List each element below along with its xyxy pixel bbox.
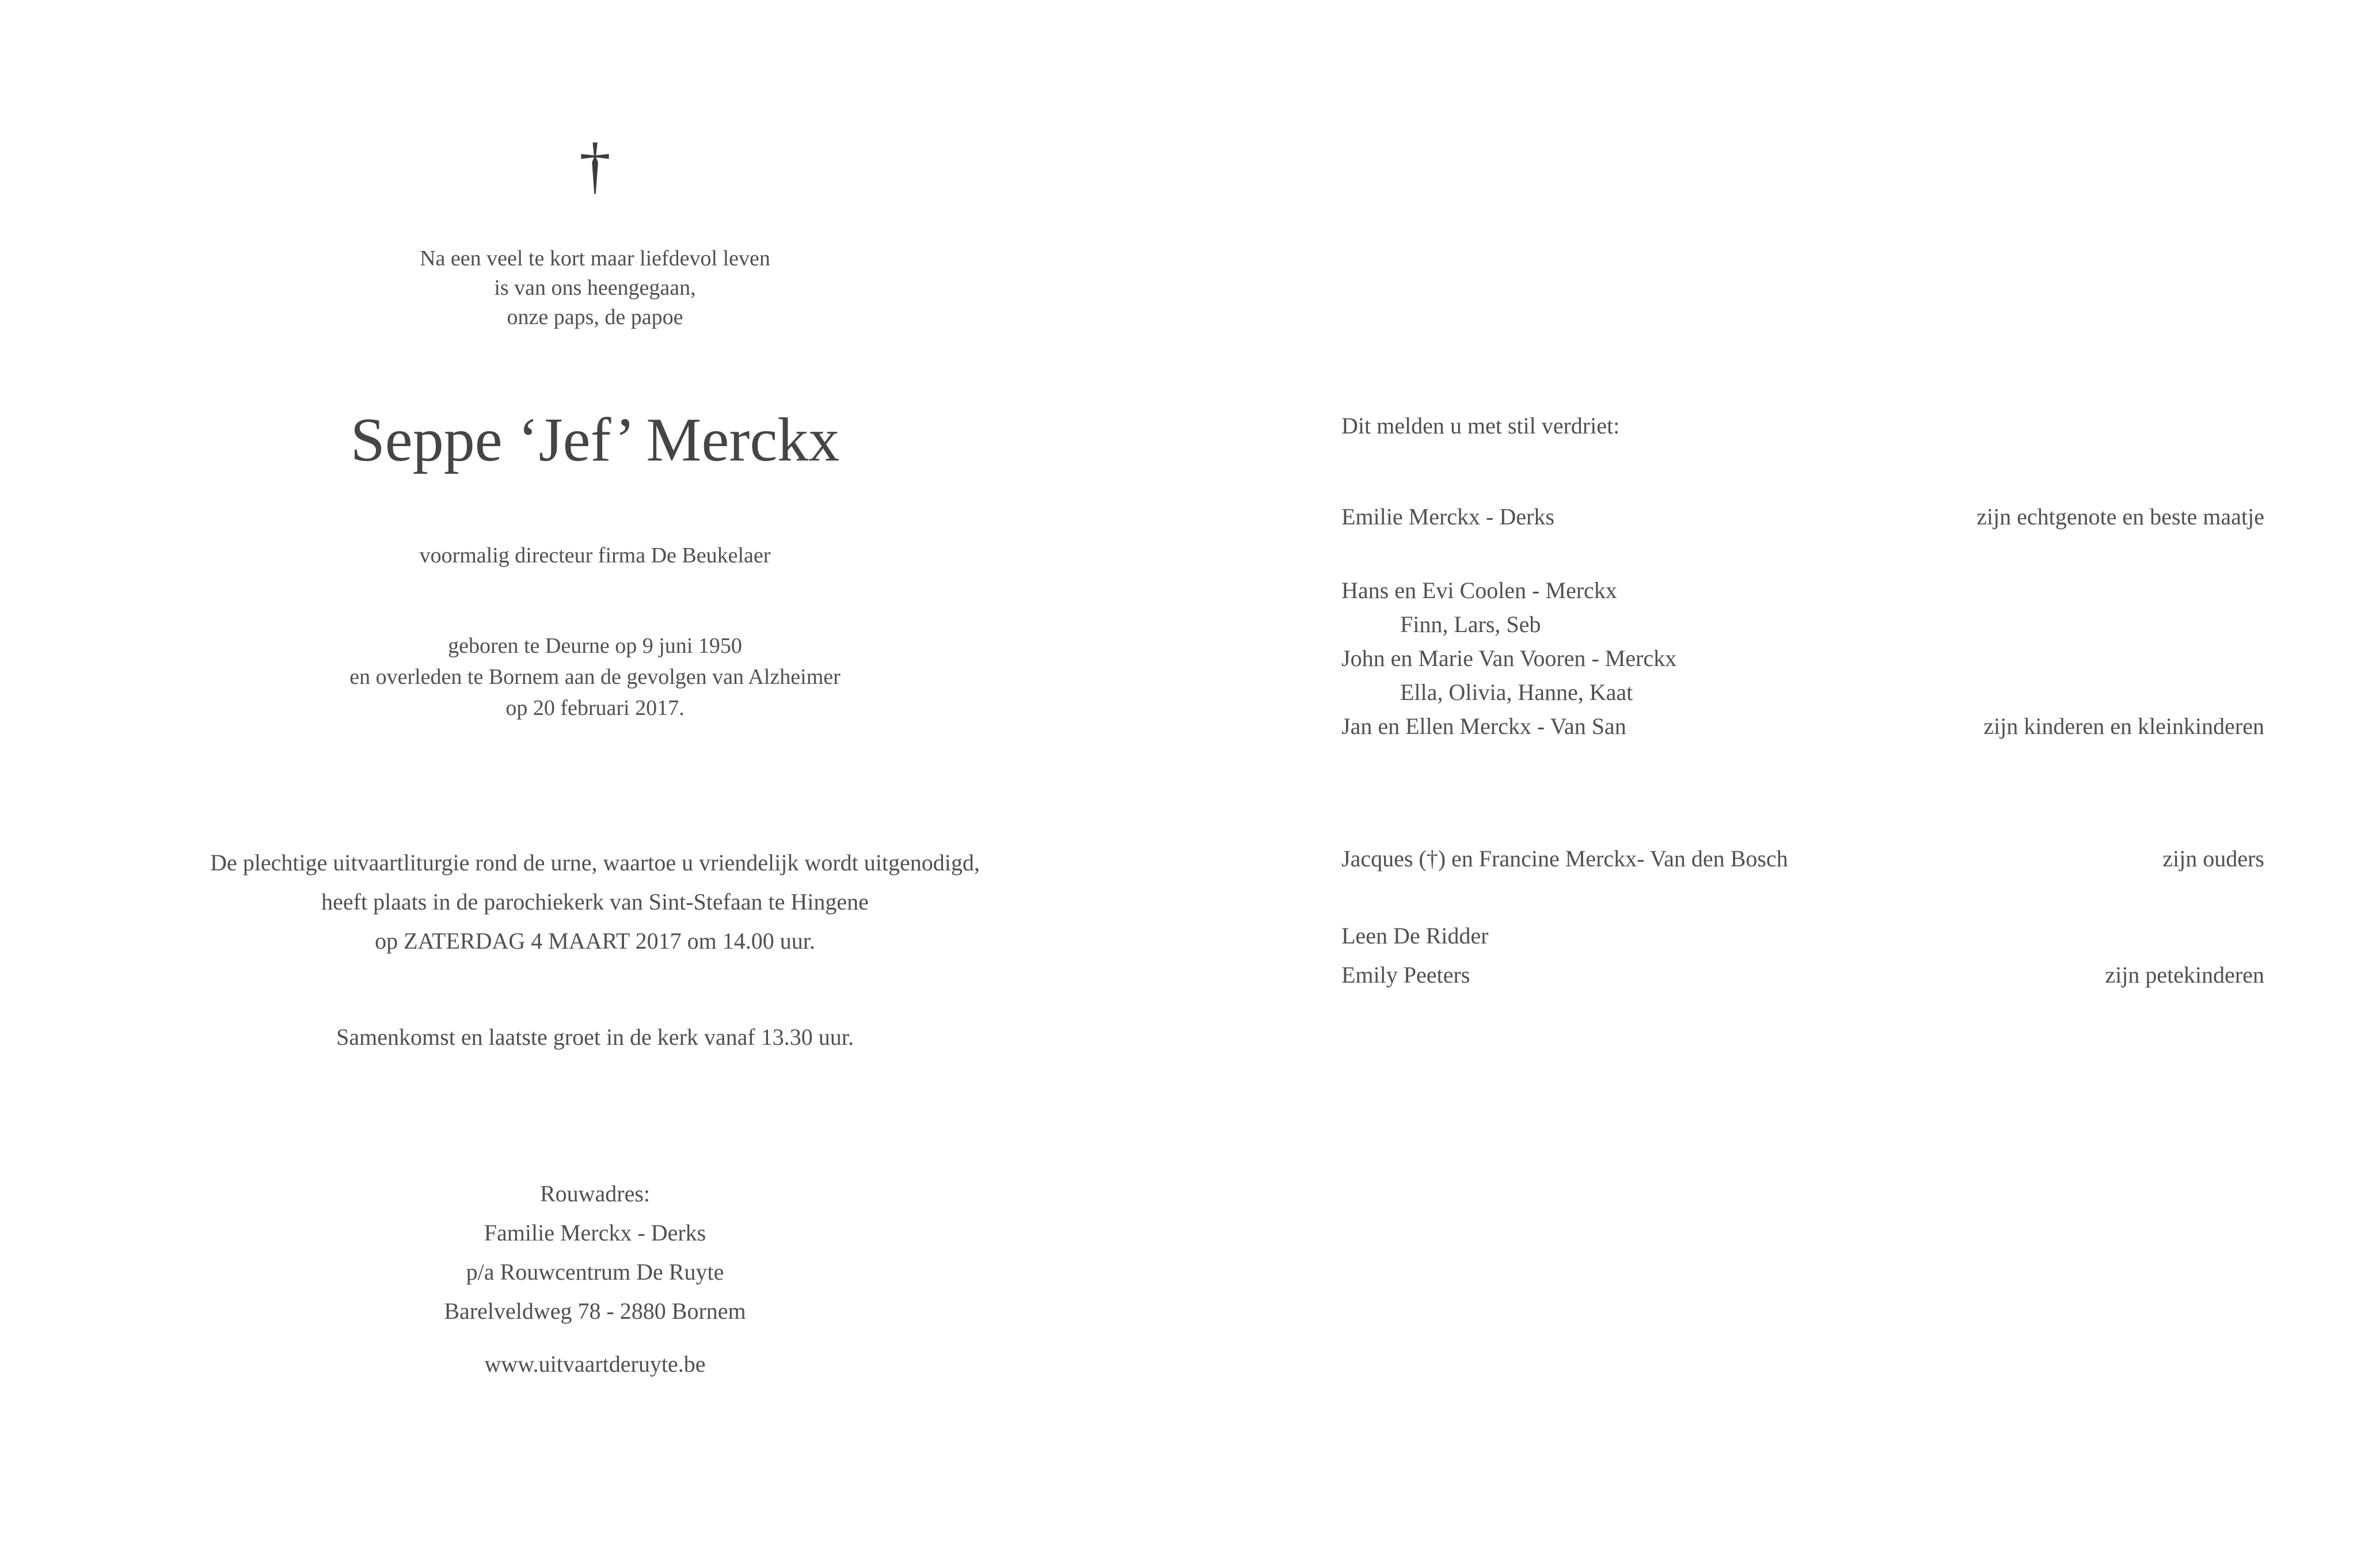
announcement-text: Dit melden u met stil verdriet: xyxy=(1341,413,1620,439)
intro-line: Na een veel te kort maar liefdevol leven xyxy=(420,246,770,271)
right-panel xyxy=(1190,0,2380,1564)
family-name: Finn, Lars, Seb xyxy=(1400,611,1541,637)
family-relation: zijn echtgenote en beste maatje xyxy=(1976,504,2264,530)
family-name: Emily Peeters xyxy=(1341,962,1470,988)
birth-line: geboren te Deurne op 9 juni 1950 xyxy=(448,634,742,658)
intro-text xyxy=(0,244,1190,332)
ceremony-line: op ZATERDAG 4 MAART 2017 om 14.00 uur. xyxy=(375,928,815,954)
address-line: Barelveldweg 78 - 2880 Bornem xyxy=(444,1298,746,1324)
birth-death-text xyxy=(0,630,1190,724)
family-name: Jan en Ellen Merckx - Van San xyxy=(1341,713,1626,739)
family-row xyxy=(1341,573,2264,608)
job-title: voormalig directeur firma De Beukelaer xyxy=(419,543,771,568)
family-row xyxy=(1341,607,2264,642)
family-row xyxy=(1341,500,2264,534)
address-line: p/a Rouwcentrum De Ruyte xyxy=(466,1259,724,1285)
cross-icon: † xyxy=(579,130,611,200)
ceremony-line: heeft plaats in de parochiekerk van Sint-Stefaan te Hingene xyxy=(321,889,869,915)
ceremony-text xyxy=(0,843,1190,961)
family-name: Hans en Evi Coolen - Merckx xyxy=(1341,577,1617,603)
intro-line: onze paps, de papoe xyxy=(507,305,683,329)
family-row xyxy=(1341,641,2264,676)
deceased-name: Seppe ‘Jef’ Merckx xyxy=(350,406,840,474)
intro-line: is van ons heengegaan, xyxy=(494,276,696,300)
family-relation: zijn kinderen en kleinkinderen xyxy=(1983,713,2264,739)
family-name: John en Marie Van Vooren - Merckx xyxy=(1341,645,1677,671)
family-relation: zijn petekinderen xyxy=(2105,962,2264,988)
address-line: Rouwadres: xyxy=(539,1181,651,1207)
birth-line: en overleden te Bornem aan de gevolgen van Alzheimer xyxy=(349,665,841,689)
website-link[interactable]: www.uitvaartderuyte.be xyxy=(484,1351,706,1377)
family-name: Leen De Ridder xyxy=(1341,923,1489,949)
family-relation: zijn ouders xyxy=(2162,846,2264,872)
gathering-text: Samenkomst en laatste groet in de kerk vanaf 13.30 uur. xyxy=(336,1024,854,1050)
family-row xyxy=(1341,919,2264,953)
birth-line: op 20 februari 2017. xyxy=(505,696,685,720)
mourning-address xyxy=(0,1174,1190,1331)
family-name: Emilie Merckx - Derks xyxy=(1341,504,1554,530)
family-row xyxy=(1341,842,2264,876)
family-row xyxy=(1341,709,2264,744)
ceremony-line: De plechtige uitvaartliturgie rond de urne, waartoe u vriendelijk wordt uitgenodigd, xyxy=(210,850,980,876)
family-row xyxy=(1341,958,2264,992)
family-name: Ella, Olivia, Hanne, Kaat xyxy=(1400,679,1633,705)
family-row xyxy=(1341,675,2264,710)
family-name: Jacques (†) en Francine Merckx- Van den Bosch xyxy=(1341,846,1788,872)
address-line: Familie Merckx - Derks xyxy=(484,1220,706,1246)
